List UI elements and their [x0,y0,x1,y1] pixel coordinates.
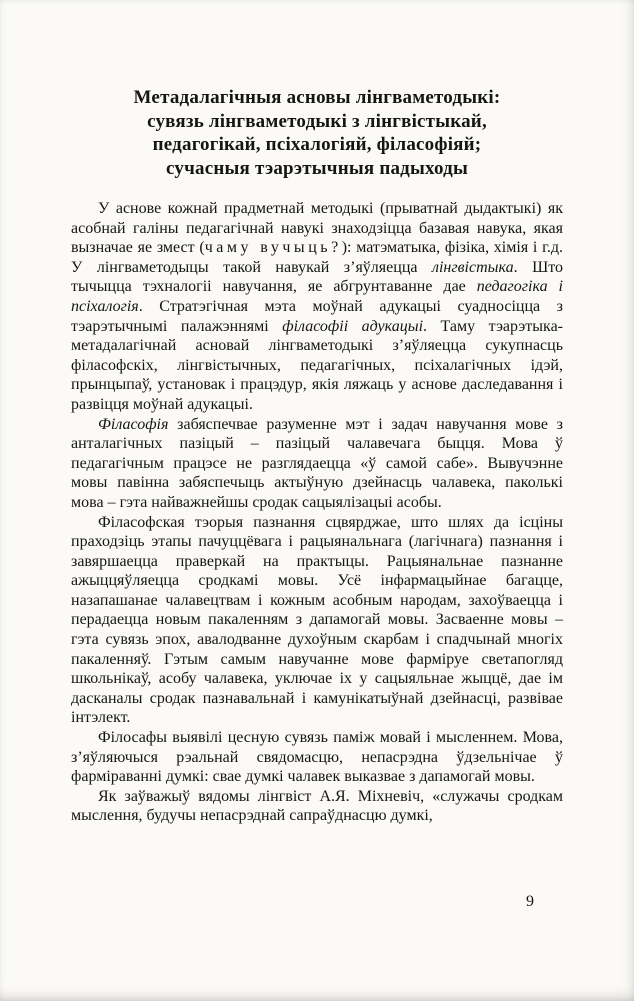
text-run: . Стратэгічная мэта моўнай адукацыі суадносіцца з тэарэтычнымі палажэннямі [71,297,563,335]
text-run: Філасофская тэорыя пазнання сцвярджае, што шлях да ісціны праходзіць этапы пачуццёвага і рацыянальнага (лагічнага) пазнання і завяршаецца праверкай на практыцы. Рацыянальнае пазнанне ажыццяўляецца сродкамі мовы. Усё інфармацыйнае багацце, назапашанае чалавецтвам і кожным асобным народам, захоўваецца і перадаецца новым пакаленням з дапамогай мовы. Засваенне мовы – гэта сувязь эпох, авалодванне духоўным скарбам і спадчынай многіх пакаленняў. Гэтым самым навучанне мове фарміруе светапогляд школьнікаў, асобу чалавека, уключае іх у сацыяльнае жыццё, дае ім дасканалы сродак пазнавальнай і камунікатыўнай дзейнасці, развівае інтэлект. [71,513,563,727]
text-run: забяспечвае разуменне мэт і задач навучання мове з анталагічных пазіцый – пазіцый чалавечага быцця. Мова ў педагагічным працэсе не разглядаецца «ў самой сабе». Вывучэнне мовы павінна забяспечыць актыўную дзейнасць чалавека, паколькі мова – гэта найважнейшы сродак сацыялізацыі асобы. [71,415,563,511]
paragraph [71,728,563,787]
italic-text: Філасофія [98,415,169,433]
text-run: Філосафы выявілі цесную сувязь паміж мовай і мысленнем. Мова, з’яўляючыся рэальнай свядомасцю, непасрэдна ўдзельнічае ў фарміраванні думкі: свае думкі чалавек выказвае з дапамогай мовы. [71,729,563,786]
letterspaced-text: чаму вучыць? [204,239,342,257]
paragraph [71,513,563,729]
text-run: . Што тычыцца тэхналогіі навучання, яе абгрунтаванне дае [71,258,564,296]
text-run: ): матэматыка, фізіка, хімія і г.д. У лінгваметодыцы такой навукай з’яўляецца [71,239,563,276]
body-text [71,199,563,826]
paragraph [71,787,563,826]
paragraph [71,199,563,415]
page-number: 9 [526,893,534,910]
title-line: сувязь лінгваметодыкі з лінгвістыкай, [147,110,487,132]
chapter-title [71,86,563,180]
italic-text: лінгвістыка [432,258,514,276]
text-run: У аснове кожнай прадметнай методыкі (прыватнай дыдактыкі) як асобнай галіны педагагічнай навукі знаходзіцца базавая навука, якая вызначае яе змест ( [71,200,563,257]
title-line: сучасныя тэарэтычныя падыходы [166,157,468,179]
text-run: . Таму тэарэтыка-метадалагічнай асновай лінгваметодыкі з’яўляецца сукупнасць філасофскіх, лінгвістычных, педагагічных, псіхалагічных ідэй, прынцыпаў, установак і працэдур, якія ляжаць у аснове даследавання і развіцця моўнай адукацыі. [71,317,564,413]
title-line: Метадалагічныя асновы лінгваметодыкі: [133,87,501,108]
paragraph [71,415,563,513]
title-line: педагогікай, псіхалогіяй, філасофіяй; [152,134,482,155]
italic-text: філасофіі адукацыі [282,317,424,335]
italic-text: педагогіка і псіхалогія [71,278,563,315]
text-run: Як заўважыў вядомы лінгвіст А.Я. Міхневіч, «служачы сродкам мыслення, будучы непасрэднай сапраўднасцю думкі, [71,787,563,825]
